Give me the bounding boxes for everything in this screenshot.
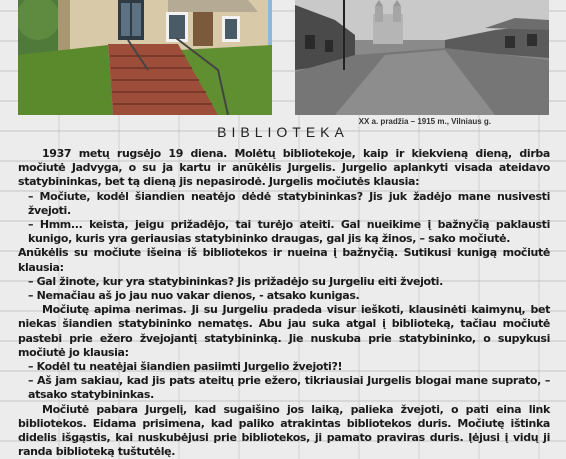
photo-caption-text: XX a. pradžia – 1915 m., Vilniaus g. [358, 117, 491, 126]
page-title: BIBLIOTEKA [217, 124, 349, 140]
story-paragraph: Močiutę apima nerimas. Ji su Jurgeliu pradeda visur ieškoti, klausinėti kaimynų, bet niekas šiandien statybininko nematęs. Abu jau suka atgal į biblioteką, tačiau močiutė pastebi prie ežero žvejojantį statybininką. Jie nuskuba prie statybininko, o supykusi močiutė jo klausia: [18, 303, 550, 359]
story-paragraph: – Močiute, kodėl šiandien neatėjo dėdė statybininkas? Jis juk žadėjo mane nusivesti žvejoti. [28, 189, 550, 217]
story-paragraph: – Hmm... keista, jeigu prižadėjo, tai turėjo ateiti. Gal nueikime į bažnyčią paklausti kunigo, kuris yra geriausias statybininko draugas, gal jis ką žinos, – sako močiutė. [28, 218, 550, 246]
story-paragraph: – Nemačiau aš jo jau nuo vakar dienos, - atsako kunigas. [28, 289, 360, 303]
library-building-photo [18, 0, 272, 115]
story-text [18, 147, 550, 459]
story-paragraph: – Kodėl tu neatėjai šiandien pasiimti Jurgelio žvejoti?! [28, 360, 343, 374]
historical-street-photo [295, 0, 549, 115]
story-paragraph: Močiutė pabara Jurgelį, kad sugaišino jos laiką, palieka žvejoti, o pati eina link bibliotekos. Eidama prisimena, kad paliko atrakintas bibliotekos duris. Močiutę ištinka didelis išgąstis, kai nuskubėjusi prie bibliotekos, ji pamato praviras duris. Įėjusi į vidų ji randa biblioteką tuštutėlę. [18, 402, 550, 459]
story-paragraph: 1937 metų rugsėjo 19 diena. Molėtų bibliotekoje, kaip ir kiekvieną dieną, dirba močiutė Jadvyga, o su ja kartu ir anūkėlis Jurgelis. Jurgelio aplankyti visada ateidavo statybininkas, bet tą dieną jis nepasirodė. Jurgelis močiutės klausia: [18, 147, 550, 189]
story-paragraph: – Aš jam sakiau, kad jis pats ateitų prie ežero, tikriausiai Jurgelis blogai mane suprato, – atsako statybininkas. [28, 374, 550, 402]
story-paragraph: – Gal žinote, kur yra statybininkas? Jis prižadėjo su Jurgeliu eiti žvejoti. [28, 274, 443, 288]
story-paragraph: Anūkėlis su močiute išeina iš bibliotekos ir nueina į bažnyčią. Sutikusi kunigą močiutė klausia: [18, 246, 550, 274]
